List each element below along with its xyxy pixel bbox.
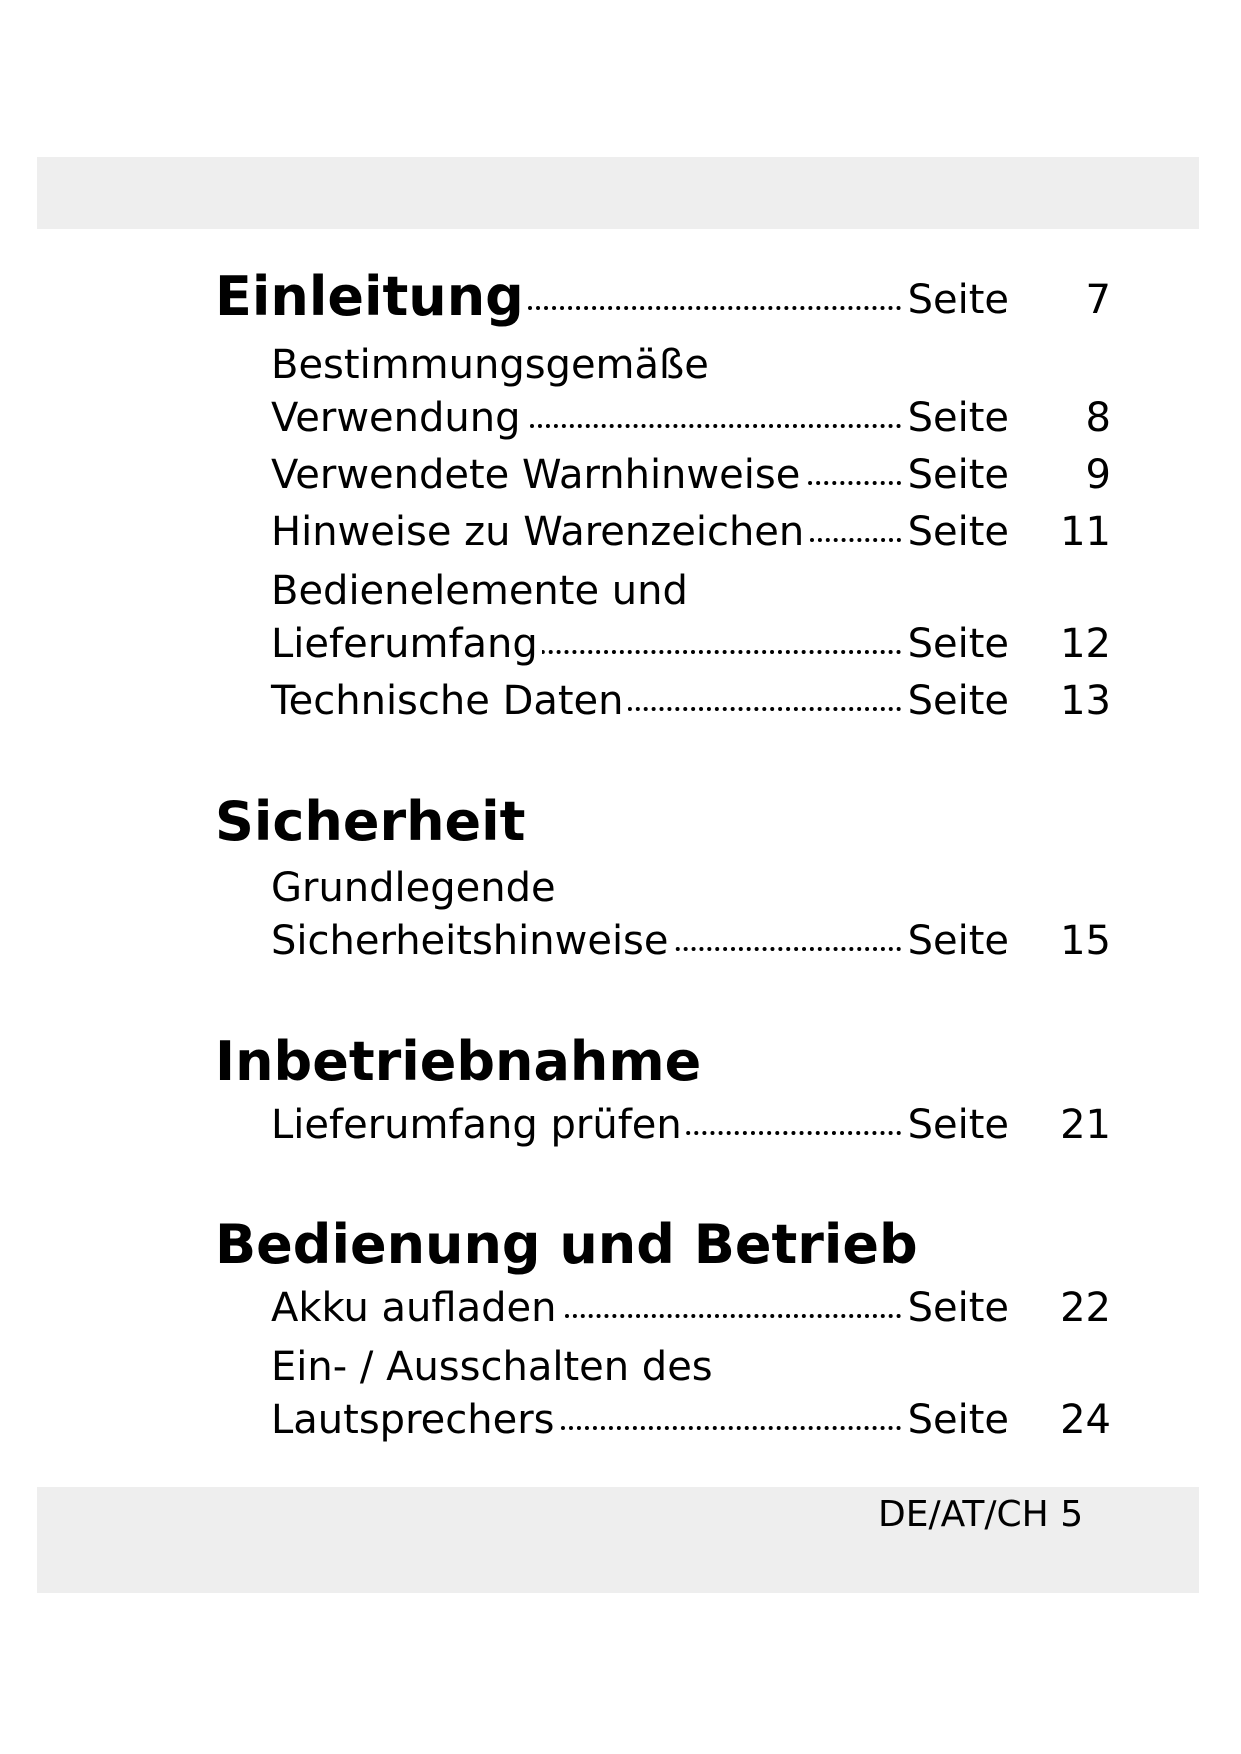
section-title-bedienung-und-betrieb[interactable]: Bedienung und Betrieb <box>215 1213 918 1276</box>
page-label: Seite <box>904 1288 1009 1328</box>
page-number: 22 <box>1060 1285 1111 1331</box>
toc-entry-lautsprechers[interactable] <box>0 1388 1241 1444</box>
page-label: Seite <box>904 512 1009 552</box>
page-label: Seite <box>904 624 1009 664</box>
page-label: Seite <box>904 921 1009 961</box>
dot-leader <box>530 424 901 428</box>
page-number: 11 <box>1060 509 1111 555</box>
dot-leader <box>545 1426 901 1430</box>
entry-label: Lieferumfang prüfen <box>271 1105 686 1145</box>
toc-entry-line: Ein- / Ausschalten des <box>271 1344 713 1390</box>
toc-entry-lieferumfang[interactable] <box>0 612 1241 668</box>
toc-entry-lieferumfang-pruefen[interactable] <box>0 1093 1241 1149</box>
page-label: Seite <box>904 280 1009 320</box>
toc-entry-verwendung[interactable] <box>0 386 1241 442</box>
page-footer-code: DE/AT/CH 5 <box>878 1494 1084 1535</box>
entry-label: Lieferumfang <box>271 624 542 664</box>
toc-entry-warenzeichen[interactable] <box>0 500 1241 556</box>
entry-label: Technische Daten <box>271 681 628 721</box>
entry-label: Lautsprechers <box>271 1400 558 1440</box>
entry-label: Verwendete Warnhinweise <box>271 455 804 495</box>
page-number: 13 <box>1060 678 1111 724</box>
entry-label: Verwendung <box>271 398 524 438</box>
toc-entry-warnhinweise[interactable] <box>0 443 1241 499</box>
dot-leader <box>565 1314 901 1318</box>
page-number: 7 <box>1085 277 1111 323</box>
entry-label: Hinweise zu Warenzeichen <box>271 512 808 552</box>
toc-entry-line: Bestimmungsgemäße <box>271 342 709 388</box>
page-number: 8 <box>1085 395 1111 441</box>
page-number: 9 <box>1085 452 1111 498</box>
toc-entry-sicherheitshinweise[interactable] <box>0 909 1241 965</box>
page-number: 12 <box>1060 621 1111 667</box>
toc-section-einleitung[interactable] <box>0 265 1241 328</box>
dot-leader <box>520 306 901 310</box>
entry-label: Akku aufladen <box>271 1288 560 1328</box>
dot-leader <box>525 650 901 654</box>
dot-leader <box>800 481 901 485</box>
page-label: Seite <box>904 1105 1009 1145</box>
entry-label: Sicherheitshinweise <box>271 921 673 961</box>
toc-entry-line: Bedienelemente und <box>271 568 688 614</box>
page-number: 24 <box>1060 1397 1111 1443</box>
section-title-sicherheit[interactable]: Sicherheit <box>215 790 526 853</box>
page-number: 21 <box>1060 1102 1111 1148</box>
section-title-inbetriebnahme[interactable]: Inbetriebnahme <box>215 1030 702 1093</box>
page-number: 15 <box>1060 918 1111 964</box>
toc-entry-line: Grundlegende <box>271 865 556 911</box>
dot-leader <box>620 707 901 711</box>
toc-entry-technische-daten[interactable] <box>0 669 1241 725</box>
dot-leader <box>660 947 901 951</box>
section-title: Einleitung <box>215 270 528 324</box>
page-label: Seite <box>904 681 1009 721</box>
page-label: Seite <box>904 398 1009 438</box>
page-label: Seite <box>904 1400 1009 1440</box>
header-band <box>37 157 1199 229</box>
page-label: Seite <box>904 455 1009 495</box>
toc-entry-akku-aufladen[interactable] <box>0 1276 1241 1332</box>
dot-leader <box>670 1131 901 1135</box>
dot-leader <box>810 538 901 542</box>
